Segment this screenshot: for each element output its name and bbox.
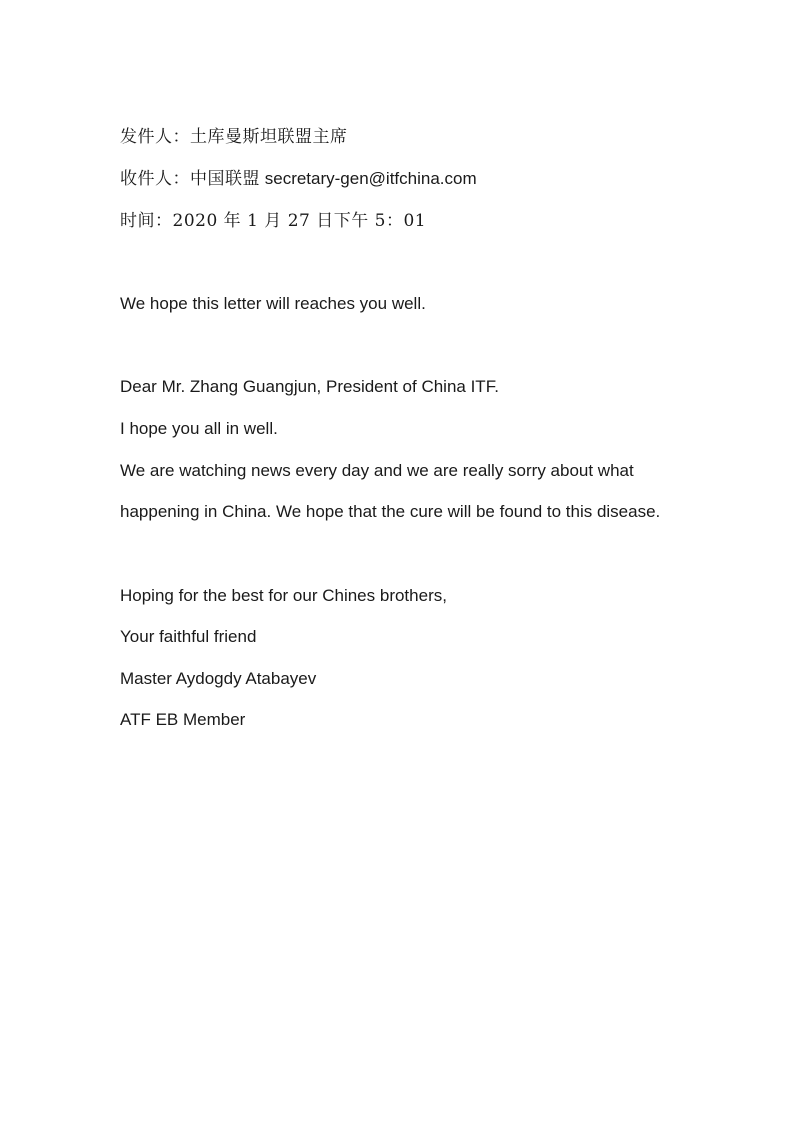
sender-label: 发件人： <box>120 127 190 147</box>
signature-title: ATF EB Member <box>120 710 246 729</box>
recipient-label: 收件人： <box>120 169 190 189</box>
closing-line-1: Hoping for the best for our Chines brothers, <box>120 586 447 605</box>
time-line <box>120 209 426 233</box>
sender-value: 土库曼斯坦联盟主席 <box>190 127 348 147</box>
opening-line: We hope this letter will reaches you well. <box>120 294 426 313</box>
sender-line <box>120 125 348 149</box>
signature-name: Master Aydogdy Atabayev <box>120 669 317 688</box>
body-line-1: I hope you all in well. <box>120 419 278 438</box>
recipient-email: secretary-gen@itfchina.com <box>264 169 477 188</box>
time-label: 时间： <box>120 211 173 231</box>
closing-line-2: Your faithful friend <box>120 627 257 646</box>
time-value: 2020 年 1 月 27 日下午 5：01 <box>172 211 427 231</box>
recipient-line <box>120 167 477 191</box>
recipient-value: 中国联盟 <box>190 169 260 189</box>
body-line-3: happening in China. We hope that the cure will be found to this disease. <box>120 502 661 521</box>
salutation-line: Dear Mr. Zhang Guangjun, President of China ITF. <box>120 377 499 396</box>
body-line-2: We are watching news every day and we are really sorry about what <box>120 461 634 480</box>
